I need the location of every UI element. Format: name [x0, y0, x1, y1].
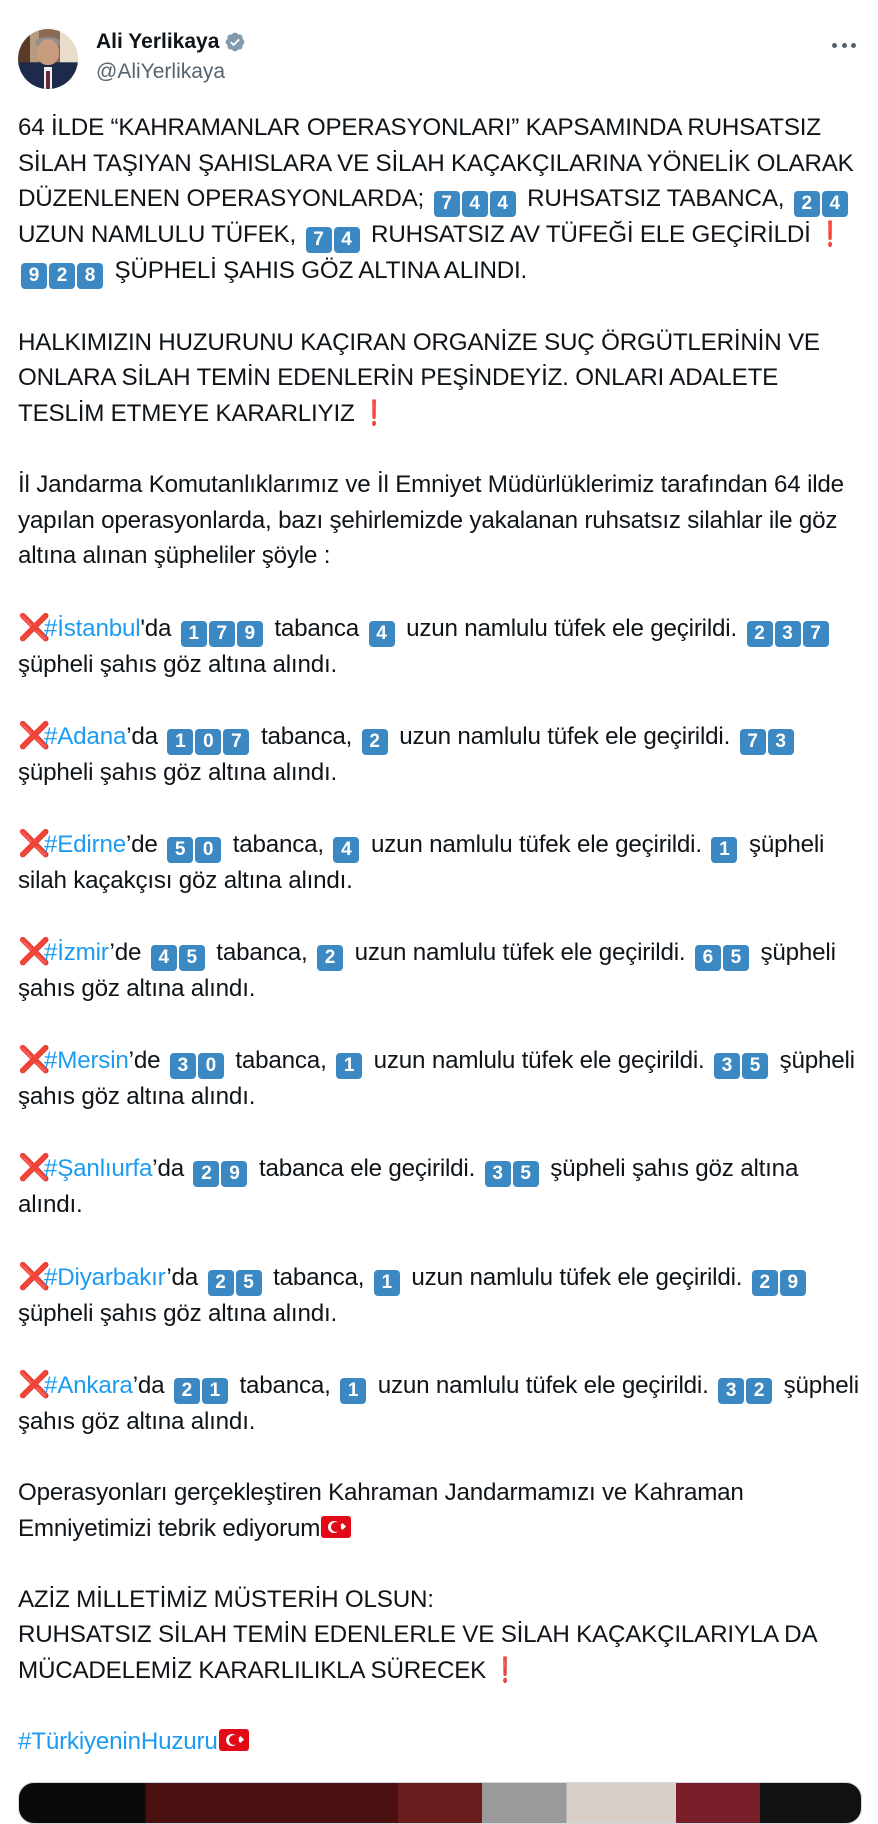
- keycap-group: [166, 719, 250, 755]
- keycap-group: [150, 935, 206, 971]
- cross-mark-icon: ❌: [18, 936, 51, 967]
- keycap: 5: [513, 1161, 539, 1187]
- city-hashtag[interactable]: #İstanbul: [44, 614, 141, 642]
- city-hashtag[interactable]: #Adana: [44, 722, 127, 750]
- cross-mark-icon: ❌: [18, 1152, 51, 1183]
- avatar-face: [37, 39, 59, 65]
- keycap-group: [166, 827, 222, 863]
- keycap: 3: [775, 621, 801, 647]
- city-paragraph: [18, 1259, 864, 1332]
- paragraph-congrats: [18, 1475, 864, 1546]
- keycap: 9: [780, 1270, 806, 1296]
- city-suffix: ’de: [109, 939, 142, 967]
- cross-mark-icon: ❌: [18, 719, 51, 750]
- closing-line-1: AZİZ MİLLETİMİZ MÜSTERİH OLSUN:: [18, 1585, 434, 1613]
- keycap-group: [192, 1151, 248, 1187]
- keycap: 3: [768, 729, 794, 755]
- author-name-row: [96, 30, 246, 54]
- tweet-header: [18, 29, 860, 91]
- keycap-group: [746, 611, 830, 647]
- keycap: 4: [490, 191, 516, 217]
- turkey-flag-icon: [219, 1729, 249, 1751]
- keycap: 1: [167, 729, 193, 755]
- congrats-text: Operasyonları gerçekleştiren Kahraman Jandarmamızı ve Kahraman Emniyetimizi tebrik ediyorum: [18, 1479, 744, 1542]
- tweet-text: [18, 110, 864, 1760]
- keycap: 3: [714, 1053, 740, 1079]
- city-paragraph: [18, 1150, 864, 1223]
- keycap: 2: [362, 729, 388, 755]
- keycap-group: [694, 935, 750, 971]
- rifle-text: uzun namlulu tüfek ele geçirildi.: [377, 1371, 709, 1399]
- keycap: 2: [208, 1270, 234, 1296]
- city-paragraph: [18, 1042, 864, 1115]
- intro-text: UZUN NAMLULU TÜFEK,: [18, 221, 296, 249]
- keycap: 4: [334, 227, 360, 253]
- paragraph-hashtag: [18, 1724, 864, 1760]
- pistol-text: tabanca,: [260, 722, 353, 750]
- keycap: 2: [193, 1161, 219, 1187]
- city-suffix: 'da: [140, 614, 172, 642]
- city-suffix: ’da: [166, 1263, 199, 1291]
- keycap: 5: [167, 837, 193, 863]
- warning-text: HALKIMIZIN HUZURUNU KAÇIRAN ORGANİZE SUÇ ÖRGÜTLERİNİN VE ONLARA SİLAH TEMİN EDENLERİN PEŞİNDEYİZ. ONLARI ADALETE TESLİM ETMEYE KARARLIYIZ: [18, 328, 820, 427]
- keycap: 5: [236, 1270, 262, 1296]
- city-paragraph: [18, 718, 864, 791]
- keycap: 3: [718, 1378, 744, 1404]
- exclamation-icon: ❗: [494, 1657, 516, 1684]
- keycap: 2: [794, 191, 820, 217]
- keycap: 1: [711, 837, 737, 863]
- keycap: 0: [195, 729, 221, 755]
- keycap: 1: [202, 1378, 228, 1404]
- pistol-text: tabanca,: [239, 1371, 331, 1399]
- paragraph-intro: [18, 110, 864, 289]
- keycap: 7: [740, 729, 766, 755]
- keycap-group: [169, 1043, 225, 1079]
- avatar[interactable]: [18, 29, 78, 89]
- keycap: 3: [170, 1053, 196, 1079]
- keycap: 1: [374, 1270, 400, 1296]
- keycap: 1: [340, 1378, 366, 1404]
- keycap-group: [739, 719, 795, 755]
- rifle-text: uzun namlulu tüfek ele geçirildi.: [373, 1047, 705, 1075]
- keycap-group: [361, 719, 389, 755]
- keycap: 8: [77, 263, 103, 289]
- keycap: 7: [223, 729, 249, 755]
- turkey-flag-icon: [321, 1516, 351, 1538]
- keycap: 5: [742, 1053, 768, 1079]
- author-name[interactable]: Ali Yerlikaya: [96, 30, 220, 53]
- paragraph-summary: [18, 467, 864, 574]
- keycap-group: [793, 181, 849, 217]
- verified-badge-icon[interactable]: [224, 31, 246, 53]
- suspect-text: şüpheli silah kaçakçısı göz altına alındı.: [18, 830, 825, 894]
- pistol-text: tabanca ele geçirildi.: [259, 1155, 476, 1183]
- exclamation-icon: ❗: [819, 221, 841, 249]
- keycap: 2: [317, 945, 343, 971]
- intro-text: ŞÜPHELİ ŞAHIS GÖZ ALTINA ALINDI.: [114, 257, 528, 285]
- keycap-group: [305, 217, 361, 253]
- suspect-text: şüpheli şahıs göz altına alındı.: [18, 650, 337, 678]
- keycap: 1: [181, 621, 207, 647]
- hashtag-turkiyenin-huzuru[interactable]: #TürkiyeninHuzuru: [18, 1728, 218, 1756]
- suspect-text: şüpheli şahıs göz altına alındı.: [18, 939, 836, 1003]
- keycap: 2: [747, 621, 773, 647]
- paragraph-warning: [18, 325, 864, 432]
- city-hashtag[interactable]: #Ankara: [44, 1371, 133, 1399]
- pistol-text: tabanca: [274, 614, 360, 642]
- rifle-text: uzun namlulu tüfek ele geçirildi.: [354, 939, 686, 967]
- keycap-group: [368, 611, 396, 647]
- keycap-group: [335, 1043, 363, 1079]
- keycap: 2: [746, 1378, 772, 1404]
- rifle-text: uzun namlulu tüfek ele geçirildi.: [411, 1263, 743, 1291]
- city-hashtag[interactable]: #Edirne: [44, 830, 126, 858]
- keycap-group: [20, 253, 104, 289]
- cross-mark-icon: ❌: [18, 1260, 51, 1291]
- keycap: 7: [209, 621, 235, 647]
- city-suffix: ’da: [132, 1371, 165, 1399]
- city-suffix: ’da: [126, 722, 158, 750]
- keycap: 9: [21, 263, 47, 289]
- keycap: 4: [462, 191, 488, 217]
- keycap-group: [332, 827, 360, 863]
- city-paragraph: [18, 826, 864, 899]
- keycap-group: [180, 611, 264, 647]
- keycap-group: [316, 935, 344, 971]
- keycap: 3: [485, 1161, 511, 1187]
- avatar-tie: [46, 71, 50, 89]
- keycap: 1: [336, 1053, 362, 1079]
- city-list: [18, 610, 864, 1440]
- intro-text: 64 İLDE “KAHRAMANLAR OPERASYONLARI” KAPSAMINDA RUHSATSIZ SİLAH TAŞIYAN ŞAHISLARA VE SİLAH KAÇAKÇILARINA YÖNELİK OLARAK DÜZENLENEN OPERASYONLARDA;: [18, 114, 854, 213]
- keycap-group: [484, 1151, 540, 1187]
- keycap-group: [717, 1368, 773, 1404]
- keycap-group: [207, 1260, 263, 1296]
- keycap: 7: [434, 191, 460, 217]
- cross-mark-icon: ❌: [18, 1368, 51, 1399]
- city-paragraph: [18, 610, 864, 683]
- cross-mark-icon: ❌: [18, 827, 51, 858]
- city-hashtag[interactable]: #Mersin: [44, 1047, 129, 1075]
- more-options-icon[interactable]: [832, 35, 856, 55]
- exclamation-icon: ❗: [363, 399, 385, 427]
- pistol-text: tabanca,: [273, 1263, 365, 1291]
- suspect-text: şüpheli şahıs göz altına alındı.: [18, 1371, 859, 1435]
- keycap-group: [373, 1260, 401, 1296]
- pistol-text: tabanca,: [232, 830, 324, 858]
- keycap: 0: [198, 1053, 224, 1079]
- city-hashtag[interactable]: #Diyarbakır: [44, 1263, 167, 1291]
- keycap: 5: [723, 945, 749, 971]
- keycap: 9: [237, 621, 263, 647]
- pistol-text: tabanca,: [235, 1047, 327, 1075]
- city-suffix: ’da: [152, 1155, 184, 1183]
- keycap-group: [713, 1043, 769, 1079]
- closing-line-2: RUHSATSIZ SİLAH TEMİN EDENLERLE VE SİLAH KAÇAKÇILARIYLA DA MÜCADELEMİZ KARARLILIKLA SÜRECEK: [18, 1621, 817, 1684]
- paragraph-closing: [18, 1582, 864, 1689]
- suspect-text: şüpheli şahıs göz altına alındı.: [18, 758, 337, 786]
- tweet-media-preview[interactable]: [18, 1782, 862, 1824]
- keycap-group: [751, 1260, 807, 1296]
- author-handle[interactable]: @AliYerlikaya: [96, 60, 226, 83]
- rifle-text: uzun namlulu tüfek ele geçirildi.: [371, 830, 702, 858]
- keycap-group: [339, 1368, 367, 1404]
- keycap: 9: [221, 1161, 247, 1187]
- keycap: 7: [803, 621, 829, 647]
- keycap: 2: [752, 1270, 778, 1296]
- city-paragraph: [18, 934, 864, 1007]
- summary-text: İl Jandarma Komutanlıklarımız ve İl Emniyet Müdürlüklerimiz tarafından 64 ilde yapılan operasyonlarda, bazı şehirlemizde yakalanan ruhsatsız silahlar ile göz altına alınan şüpheliler şöyle :: [18, 471, 844, 570]
- pistol-text: tabanca,: [216, 939, 308, 967]
- keycap: 6: [695, 945, 721, 971]
- keycap: 4: [369, 621, 395, 647]
- city-suffix: ’de: [125, 830, 158, 858]
- keycap-group: [710, 827, 738, 863]
- rifle-text: uzun namlulu tüfek ele geçirildi.: [399, 722, 731, 750]
- keycap-group: [433, 181, 517, 217]
- intro-text: RUHSATSIZ AV TÜFEĞİ ELE GEÇİRİLDİ: [371, 221, 811, 249]
- keycap: 4: [822, 191, 848, 217]
- keycap: 0: [195, 837, 221, 863]
- rifle-text: uzun namlulu tüfek ele geçirildi.: [406, 614, 737, 642]
- keycap-group: [173, 1368, 229, 1404]
- suspect-text: şüpheli şahıs göz altına alındı.: [18, 1299, 337, 1327]
- city-hashtag[interactable]: #İzmir: [44, 939, 110, 967]
- suspect-text: şüpheli şahıs göz altına alındı.: [18, 1047, 855, 1111]
- keycap: 2: [174, 1378, 200, 1404]
- city-suffix: ’de: [128, 1047, 161, 1075]
- keycap: 5: [179, 945, 205, 971]
- city-hashtag[interactable]: #Şanlıurfa: [44, 1155, 153, 1183]
- cross-mark-icon: ❌: [18, 611, 51, 642]
- city-paragraph: [18, 1367, 864, 1440]
- keycap: 7: [306, 227, 332, 253]
- suspect-text: şüpheli şahıs göz altına alındı.: [18, 1155, 799, 1219]
- intro-text: RUHSATSIZ TABANCA,: [527, 185, 785, 213]
- keycap: 4: [151, 945, 177, 971]
- keycap: 2: [49, 263, 75, 289]
- keycap: 4: [333, 837, 359, 863]
- cross-mark-icon: ❌: [18, 1044, 51, 1075]
